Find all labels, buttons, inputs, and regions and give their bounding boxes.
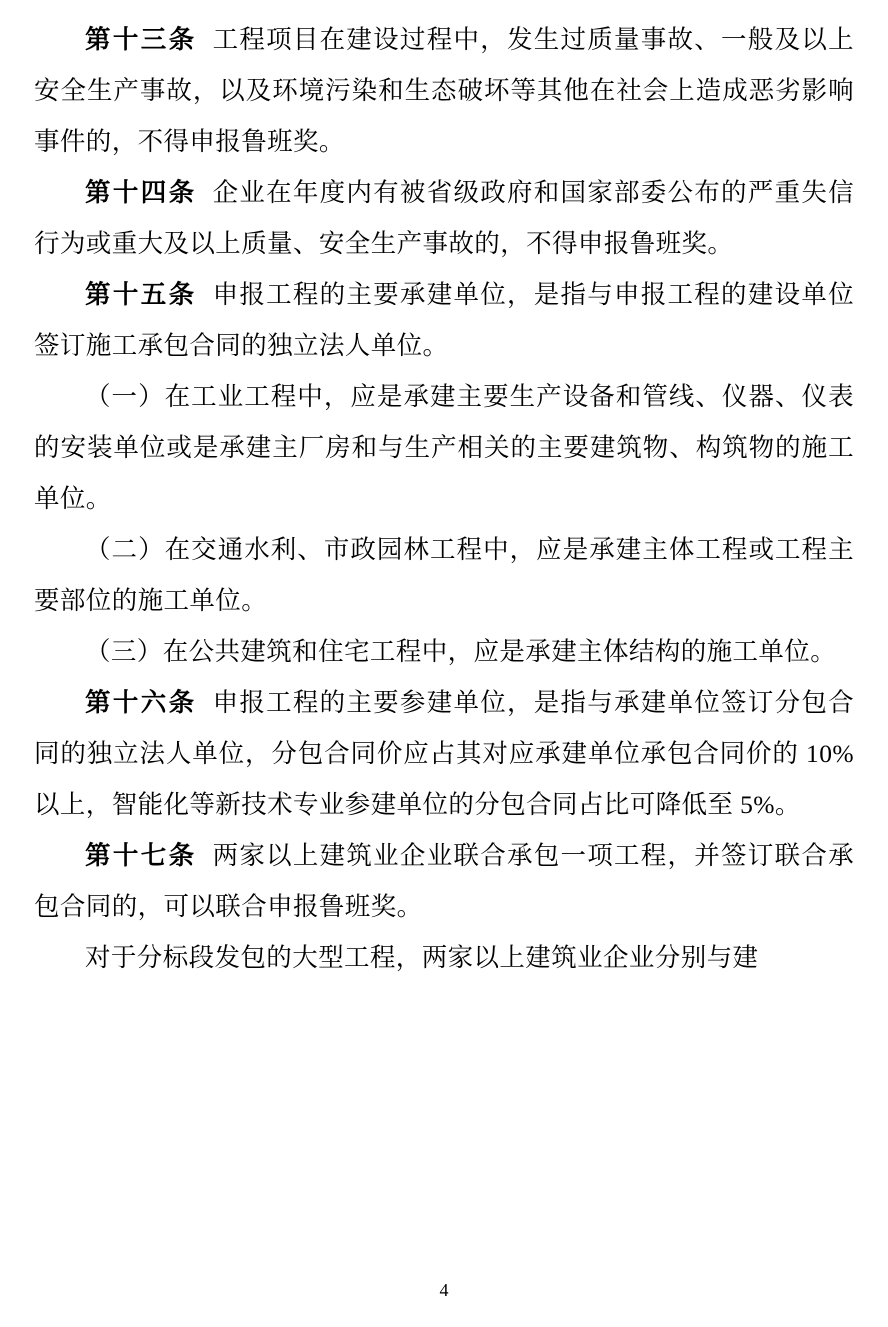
- paragraph-article-14: [34, 167, 854, 269]
- article-14-label: 第十四条: [85, 178, 197, 207]
- paragraph-article-17: [34, 830, 854, 932]
- item-3-text: （三）在公共建筑和住宅工程中，应是承建主体结构的施工单位。: [85, 637, 837, 666]
- article-17-text: 两家以上建筑业企业联合承包一项工程，并签订联合承包合同的，可以联合申报鲁班奖。: [34, 841, 854, 921]
- article-13-text: 工程项目在建设过程中，发生过质量事故、一般及以上安全生产事故，以及环境污染和生态破坏等其他在社会上造成恶劣影响事件的，不得申报鲁班奖。: [34, 25, 854, 156]
- continuation-text: 对于分标段发包的大型工程，两家以上建筑业企业分别与建: [85, 943, 759, 972]
- article-16-label: 第十六条: [85, 688, 197, 717]
- article-13-label: 第十三条: [85, 25, 197, 54]
- paragraph-item-3: [34, 626, 854, 677]
- item-1-text: （一）在工业工程中，应是承建主要生产设备和管线、仪器、仪表的安装单位或是承建主厂房和与生产相关的主要建筑物、构筑物的施工单位。: [34, 382, 854, 513]
- article-14-text: 企业在年度内有被省级政府和国家部委公布的严重失信行为或重大及以上质量、安全生产事故的，不得申报鲁班奖。: [34, 178, 854, 258]
- paragraph-item-1: [34, 371, 854, 524]
- paragraph-item-2: [34, 524, 854, 626]
- article-15-text: 申报工程的主要承建单位，是指与申报工程的建设单位签订施工承包合同的独立法人单位。: [34, 280, 854, 360]
- paragraph-article-16: [34, 677, 854, 830]
- page-number: 4: [439, 1280, 449, 1300]
- article-15-label: 第十五条: [85, 280, 197, 309]
- paragraph-article-15: [34, 269, 854, 371]
- document-body: [34, 14, 854, 983]
- paragraph-continuation: [34, 932, 854, 983]
- paragraph-article-13: [34, 14, 854, 167]
- item-2-text: （二）在交通水利、市政园林工程中，应是承建主体工程或工程主要部位的施工单位。: [34, 535, 854, 615]
- article-17-label: 第十七条: [85, 841, 197, 870]
- article-16-text: 申报工程的主要参建单位，是指与承建单位签订分包合同的独立法人单位，分包合同价应占其对应承建单位承包合同价的 10%以上，智能化等新技术专业参建单位的分包合同占比可降低至 5%。: [34, 688, 854, 819]
